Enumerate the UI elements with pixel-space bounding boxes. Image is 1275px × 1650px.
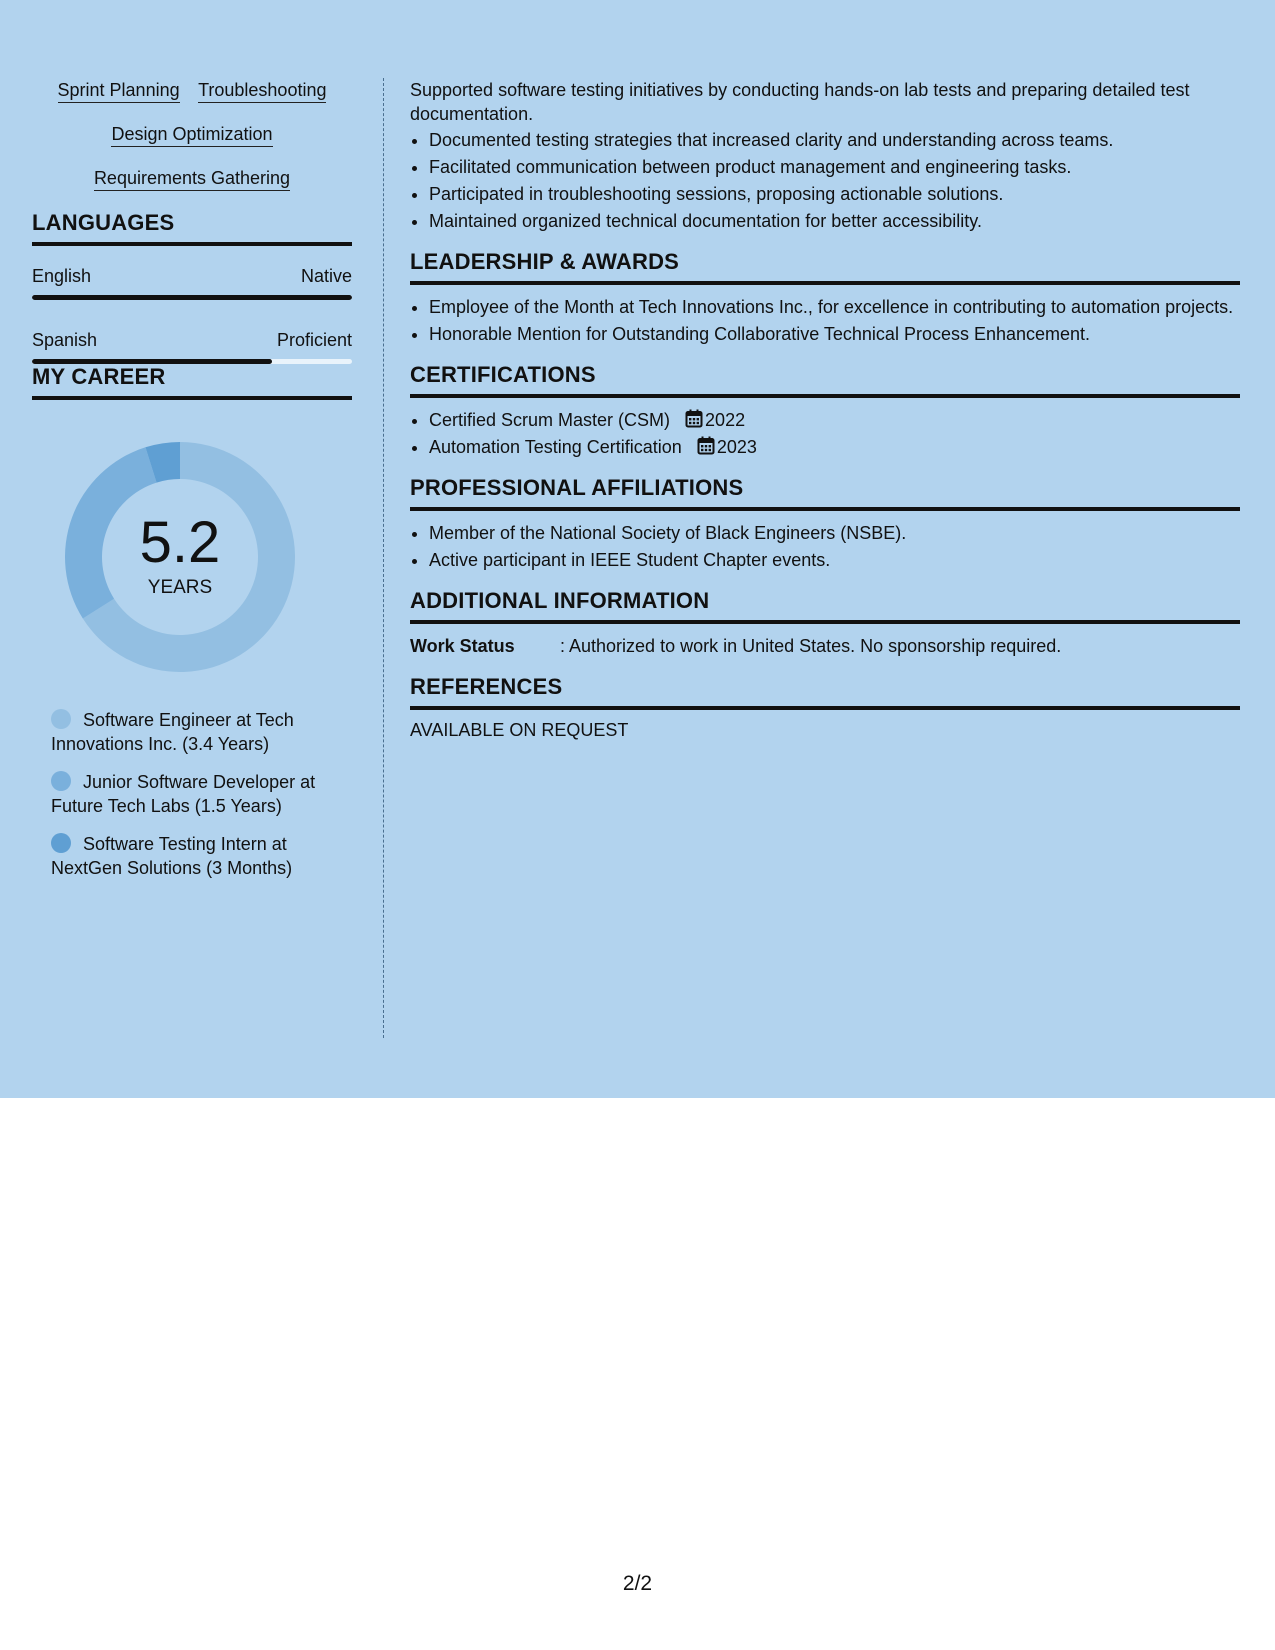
languages-heading: LANGUAGES — [32, 210, 352, 246]
legend-dot — [51, 833, 71, 853]
language-item — [32, 266, 352, 300]
additional-info-heading: ADDITIONAL INFORMATION — [410, 588, 1240, 624]
career-donut-chart — [65, 442, 295, 672]
language-name: Spanish — [32, 330, 98, 350]
certification-year: 2022 — [705, 410, 746, 430]
list-item: • Active participant in IEEE Student Chapter events. — [429, 548, 1240, 572]
skill-tag: Requirements Gathering — [94, 166, 290, 191]
career-total-years: 5.2 — [139, 510, 221, 575]
references-heading: REFERENCES — [410, 674, 1240, 710]
list-item: • Participated in troubleshooting sessions, proposing actionable solutions. — [429, 182, 1240, 206]
skill-tag: Troubleshooting — [198, 78, 326, 103]
skill-tag: Sprint Planning — [58, 78, 180, 103]
work-status-row — [410, 634, 1240, 658]
work-status-value: : Authorized to work in United States. No sponsorship required. — [560, 636, 1062, 656]
certification-name: Certified Scrum Master (CSM) — [429, 410, 671, 430]
career-legend-item — [51, 708, 341, 756]
experience-intro: Supported software testing initiatives by conducting hands-on lab tests and preparing detailed test documentation. — [410, 80, 1190, 124]
career-legend-item — [51, 832, 341, 880]
list-item: • Documented testing strategies that increased clarity and understanding across teams. — [429, 128, 1240, 152]
language-level: Native — [300, 266, 352, 286]
career-legend — [51, 708, 341, 880]
page-number: 2/2 — [622, 1572, 653, 1595]
leadership-heading: LEADERSHIP & AWARDS — [410, 249, 1240, 285]
career-legend-item — [51, 770, 341, 818]
calendar-icon — [685, 409, 703, 428]
references-text: AVAILABLE ON REQUEST — [410, 720, 629, 740]
language-proficiency-fill — [32, 295, 352, 300]
certification-year: 2023 — [716, 437, 757, 457]
leadership-list — [410, 295, 1240, 346]
career-role-label: Software Engineer at Tech Innovations Inc. (3.4 Years) — [51, 710, 294, 754]
language-item — [32, 330, 352, 364]
list-item — [429, 435, 1240, 459]
list-item: • Facilitated communication between product management and engineering tasks. — [429, 155, 1240, 179]
column-divider — [383, 78, 384, 1038]
language-proficiency-bar — [32, 295, 352, 300]
sidebar — [32, 78, 352, 894]
list-item: • Maintained organized technical documentation for better accessibility. — [429, 209, 1240, 233]
affiliations-heading: PROFESSIONAL AFFILIATIONS — [410, 475, 1240, 511]
career-total-unit: YEARS — [147, 577, 213, 598]
legend-dot — [51, 771, 71, 791]
list-item: • Honorable Mention for Outstanding Collaborative Technical Process Enhancement. — [429, 322, 1240, 346]
list-item: • Employee of the Month at Tech Innovations Inc., for excellence in contributing to automation projects. — [429, 295, 1240, 319]
career-heading: MY CAREER — [32, 364, 352, 400]
experience-bullets — [410, 128, 1240, 233]
career-role-label: Junior Software Developer at Future Tech Labs (1.5 Years) — [51, 772, 316, 816]
skills-list — [32, 78, 352, 194]
list-item: • Member of the National Society of Black Engineers (NSBE). — [429, 521, 1240, 545]
certification-name: Automation Testing Certification — [429, 437, 682, 457]
language-level: Proficient — [276, 330, 352, 350]
list-item — [429, 408, 1240, 432]
calendar-icon — [697, 436, 715, 455]
career-role-label: Software Testing Intern at NextGen Solutions (3 Months) — [51, 834, 293, 878]
language-name: English — [32, 266, 92, 286]
certifications-heading: CERTIFICATIONS — [410, 362, 1240, 398]
legend-dot — [51, 709, 71, 729]
skill-tag: Design Optimization — [111, 122, 272, 147]
certifications-list — [410, 408, 1240, 459]
work-status-label: Work Status — [410, 636, 515, 656]
main-column — [410, 78, 1240, 741]
affiliations-list — [410, 521, 1240, 572]
